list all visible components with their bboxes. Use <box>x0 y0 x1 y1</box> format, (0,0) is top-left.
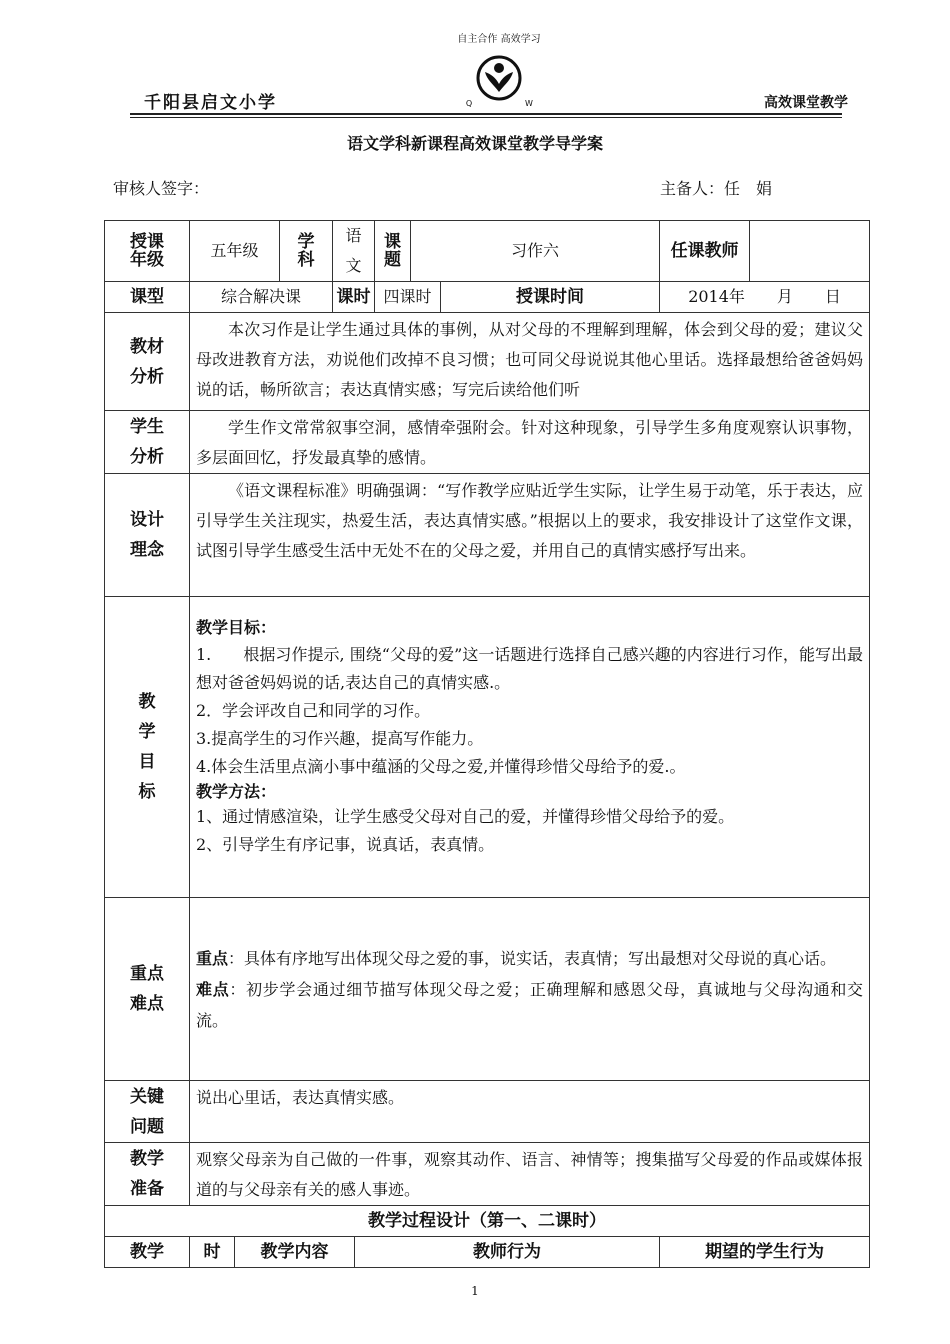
hours-label: 课时 <box>333 282 375 313</box>
document-title: 语文学科新课程高效课堂教学导学案 <box>346 134 603 153</box>
school-logo-icon <box>429 28 569 110</box>
type-value: 综合解决课 <box>190 282 333 313</box>
objective-item: 3.提高学生的习作兴趣，提高写作能力。 <box>196 729 484 748</box>
reviewer-signature: 审核人签字： <box>113 179 210 198</box>
material-text: 本次习作是让学生通过具体的事例，从对父母的不理解到理解，体会到父母的爱；建议父母改进教育方法，劝说他们改掉不良习惯；也可同父母说说其他心里话。选择最想给爸爸妈妈说的话，畅所欲言；表达真情实感；写完后读给他们听 <box>190 313 870 411</box>
preparation-text: 观察父母亲为自己做的一件事，观察其动作、语言、神情等；搜集描写父母爱的作品或媒体报道的与父母亲有关的感人事迹。 <box>190 1143 870 1206</box>
page-number: 1 <box>471 1284 479 1298</box>
difficult-point: 难点：初步学会通过细节描写体现父母之爱；正确理解和感恩父母，真诚地与父母沟通和交流。 <box>196 979 864 1030</box>
student-text: 学生作文常常叙事空洞，感情牵强附会。针对这种现象，引导学生多角度观察认识事物，多层面回忆，抒发最真挚的感情。 <box>190 411 870 474</box>
key-question-label: 关键 问题 <box>105 1081 190 1143</box>
methods-heading: 教学方法： <box>196 782 277 801</box>
grade-label: 授课年级 <box>105 221 190 282</box>
preparation-label: 教学 准备 <box>105 1143 190 1206</box>
concept-row <box>105 474 870 597</box>
keypoints-content <box>190 898 870 1081</box>
preparer: 主备人：任 娟 <box>660 179 773 198</box>
objective-item: 4.体会生活里点滴小事中蕴涵的父母之爱,并懂得珍惜父母给予的爱.。 <box>196 757 686 776</box>
time-label: 授课时间 <box>441 282 660 313</box>
process-col-time: 时 <box>190 1237 235 1268</box>
lesson-plan-table <box>104 220 870 1268</box>
topic-value: 习作六 <box>411 221 660 282</box>
teacher-value <box>750 221 870 282</box>
school-name: 千阳县启文小学 <box>144 93 277 113</box>
objectives-heading: 教学目标： <box>196 618 277 637</box>
slogan: 高效课堂教学 <box>764 95 848 111</box>
info-row-1 <box>105 221 870 282</box>
process-col-stage: 教学 <box>105 1237 190 1268</box>
goals-label: 教 学 目 标 <box>105 597 190 898</box>
process-header-row <box>105 1237 870 1268</box>
concept-label: 设计 理念 <box>105 474 190 597</box>
concept-text: 《语文课程标准》明确强调：“写作教学应贴近学生实际，让学生易于动笔，乐于表达，应引导学生关注现实，热爱生活，表达真情实感。”根据以上的要求，我安排设计了这堂作文课，试图引导学生感受生活中无处不在的父母之爱，并用自己的真情实感抒写出来。 <box>190 474 870 597</box>
student-label: 学生 分析 <box>105 411 190 474</box>
process-title: 教学过程设计（第一、二课时） <box>105 1206 870 1237</box>
header-rule <box>130 113 842 115</box>
logo-top-text: 自主合作 高效学习 <box>457 34 541 45</box>
teacher-label: 任课教师 <box>660 221 750 282</box>
key-question-row <box>105 1081 870 1143</box>
type-label: 课型 <box>105 282 190 313</box>
method-item: 2、引导学生有序记事，说真话，表真情。 <box>196 835 495 854</box>
objective-item: 1. 根据习作提示, 围绕“父母的爱”这一话题进行选择自己感兴趣的内容进行习作，能写出最想对爸爸妈妈说的话,表达自己的真情实感.。 <box>196 645 864 692</box>
keypoints-label: 重点 难点 <box>105 898 190 1081</box>
header-rule-thin <box>130 117 842 118</box>
process-title-row <box>105 1206 870 1237</box>
goals-content <box>190 597 870 898</box>
logo-letter-right: W <box>525 99 533 108</box>
student-row <box>105 411 870 474</box>
preparation-row <box>105 1143 870 1206</box>
material-label: 教材 分析 <box>105 313 190 411</box>
keypoints-row <box>105 898 870 1081</box>
process-col-student: 期望的学生行为 <box>660 1237 870 1268</box>
subject-label: 学科 <box>280 221 333 282</box>
grade-value: 五年级 <box>190 221 280 282</box>
process-col-teacher: 教师行为 <box>355 1237 660 1268</box>
info-row-2 <box>105 282 870 313</box>
objective-item: 2．学会评改自己和同学的习作。 <box>196 701 431 720</box>
process-col-content: 教学内容 <box>235 1237 355 1268</box>
key-question-text: 说出心里话，表达真情实感。 <box>190 1081 870 1143</box>
logo-letter-left: Q <box>465 99 473 108</box>
subject-value: 语文 <box>333 221 375 282</box>
time-value: 2014年 月 日 <box>660 282 870 313</box>
page-header <box>104 0 870 118</box>
key-point: 重点：具体有序地写出体现父母之爱的事，说实话，表真情；写出最想对父母说的真心话。 <box>196 948 837 968</box>
method-item: 1、通过情感渲染，让学生感受父母对自己的爱，并懂得珍惜父母给予的爱。 <box>196 807 735 826</box>
material-row <box>105 313 870 411</box>
topic-label: 课题 <box>375 221 411 282</box>
goals-row <box>105 597 870 898</box>
hours-value: 四课时 <box>375 282 441 313</box>
